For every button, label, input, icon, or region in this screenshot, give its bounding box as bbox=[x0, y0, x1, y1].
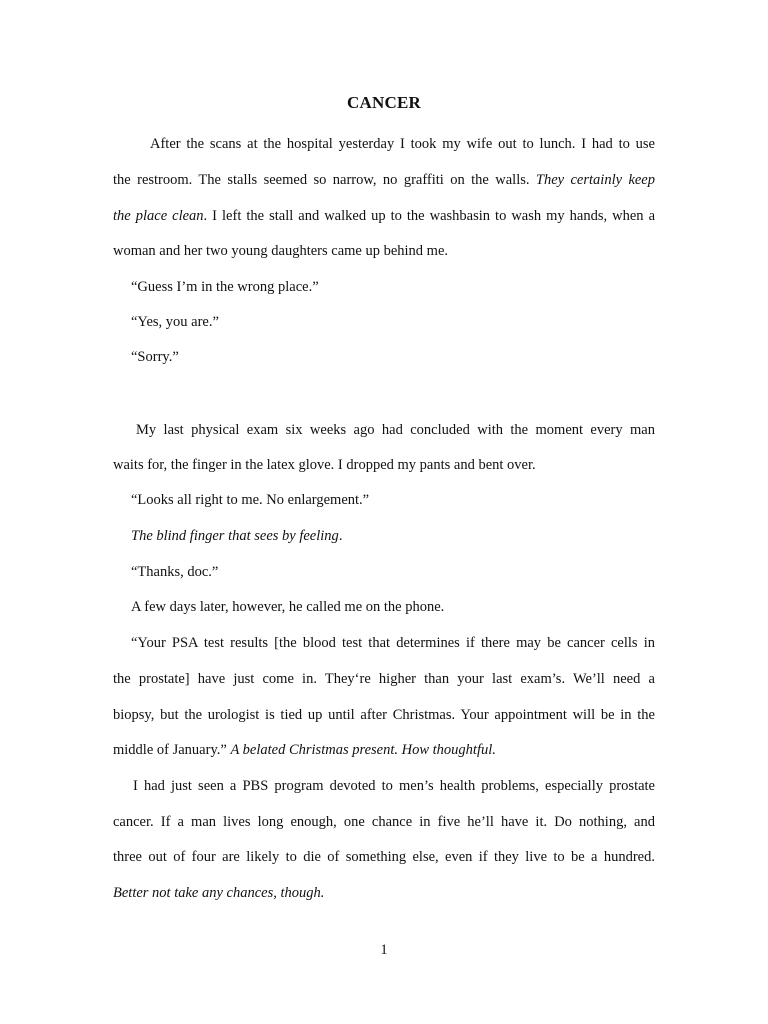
paragraph-line: cancer. If a man lives long enough, one chance in five he’ll have it. Do nothing, and bbox=[113, 814, 655, 830]
paragraph-line: three out of four are likely to die of something else, even if they live to be a hundred. bbox=[113, 849, 655, 865]
italic-text: The blind finger that sees by feeling bbox=[131, 528, 339, 544]
paragraph-line bbox=[113, 170, 655, 190]
dialogue-line: “Yes, you are.” bbox=[131, 314, 219, 330]
paragraph-line: woman and her two young daughters came up behind me. bbox=[113, 243, 449, 259]
italic-text: They certainly keep bbox=[535, 172, 655, 188]
dialogue-line: “Sorry.” bbox=[131, 349, 179, 365]
text-run: . bbox=[338, 528, 343, 544]
dialogue-line: “Thanks, doc.” bbox=[131, 564, 219, 580]
paragraph-line: After the scans at the hospital yesterday I took my wife out to lunch. I had to use bbox=[150, 136, 655, 152]
text-run: middle of January.” bbox=[113, 742, 231, 758]
italic-text: the place clean bbox=[113, 208, 204, 224]
paragraph-line: “Your PSA test results [the blood test that determines if there may be cancer cells in bbox=[131, 635, 655, 651]
paragraph-line: waits for, the finger in the latex glove. I dropped my pants and bent over. bbox=[113, 457, 536, 473]
paragraph-line bbox=[113, 206, 655, 226]
page-number: 1 bbox=[380, 942, 388, 958]
text-run: . I left the stall and walked up to the washbasin to wash my hands, when a bbox=[203, 208, 656, 224]
italic-line bbox=[131, 526, 655, 546]
italic-text: Better not take any chances, though. bbox=[113, 885, 325, 901]
dialogue-line: “Looks all right to me. No enlargement.” bbox=[131, 492, 370, 508]
paragraph-line bbox=[113, 883, 655, 903]
paragraph-line: My last physical exam six weeks ago had concluded with the moment every man bbox=[136, 422, 655, 438]
paragraph-line: I had just seen a PBS program devoted to men’s health problems, especially prostate bbox=[133, 778, 655, 794]
paragraph-line: biopsy, but the urologist is tied up until after Christmas. Your appointment will be in the bbox=[113, 707, 655, 723]
italic-text: A belated Christmas present. How thoughtful. bbox=[230, 742, 496, 758]
document-title: CANCER bbox=[347, 93, 421, 112]
paragraph-line: the prostate] have just come in. They‘re higher than your last exam’s. We’ll need a bbox=[113, 671, 655, 687]
paragraph-line bbox=[113, 740, 655, 760]
text-run: the restroom. The stalls seemed so narrow, no graffiti on the walls. bbox=[113, 172, 536, 188]
dialogue-line: “Guess I’m in the wrong place.” bbox=[131, 279, 319, 295]
paragraph-line: A few days later, however, he called me on the phone. bbox=[131, 599, 445, 615]
